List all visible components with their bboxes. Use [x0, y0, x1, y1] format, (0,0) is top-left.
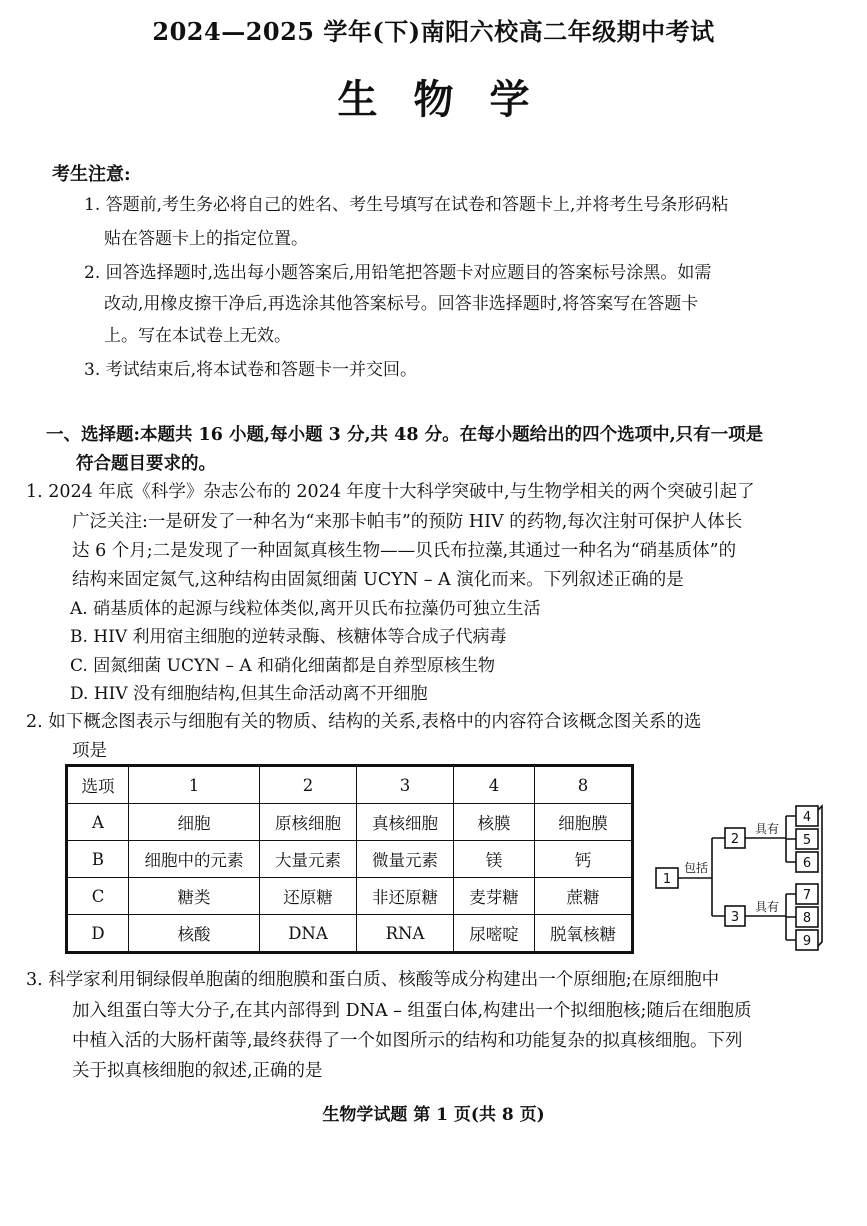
q3-stem-line: 中植入活的大肠杆菌等,最终获得了一个如图所示的结构和功能复杂的拟真核细胞。下列 [72, 1031, 743, 1051]
q3-stem-line: 3. 科学家利用铜绿假单胞菌的细胞膜和蛋白质、核酸等成分构建出一个原细胞;在原细胞中 [26, 970, 720, 990]
notice-line: 改动,用橡皮擦干净后,再选涂其他答案标号。回答非选择题时,将答案写在答题卡 [104, 294, 699, 314]
notice-heading: 考生注意: [52, 164, 131, 185]
table-header-row [67, 766, 633, 804]
table-cell: D [67, 915, 129, 953]
q1-option-b: B. HIV 利用宿主细胞的逆转录酶、核糖体等合成子代病毒 [70, 627, 507, 647]
subject-title: 生物学 [337, 76, 566, 123]
exam-title: 2024—2025 学年(下)南阳六校高二年级期中考试 [152, 17, 715, 46]
concept-node-9: 9 [802, 934, 812, 949]
concept-node-4: 4 [802, 810, 812, 825]
concept-node-8: 8 [802, 911, 812, 926]
concept-map-diagram [650, 796, 830, 956]
q3-stem-line: 关于拟真核细胞的叙述,正确的是 [72, 1061, 323, 1081]
table-cell: A [67, 804, 129, 841]
table-row [67, 841, 633, 878]
q1-stem-line: 广泛关注:一是研发了一种名为“来那卡帕韦”的预防 HIV 的药物,每次注射可保护人体长 [72, 512, 743, 532]
table-cell: 原核细胞 [260, 804, 357, 841]
table-header-cell: 1 [129, 766, 260, 804]
connector-1 [678, 838, 725, 916]
table-header-cell: 8 [535, 766, 633, 804]
section-heading-cont: 符合题目要求的。 [76, 454, 216, 474]
notice-line: 3. 考试结束后,将本试卷和答题卡一并交回。 [84, 360, 418, 380]
have-label-upper: 具有 [754, 822, 780, 836]
q1-stem-line: 结构来固定氮气,这种结构由固氮细菌 UCYN – A 演化而来。下列叙述正确的是 [72, 570, 684, 590]
table-cell: B [67, 841, 129, 878]
table-cell: 麦芽糖 [454, 878, 535, 915]
concept-node-1: 1 [662, 872, 672, 887]
table-cell: 核膜 [454, 804, 535, 841]
table-header-cell: 选项 [67, 766, 129, 804]
table-cell: 微量元素 [357, 841, 454, 878]
page-footer: 生物学试题 第 1 页(共 8 页) [322, 1105, 545, 1125]
have-label-lower: 具有 [754, 900, 780, 914]
table-cell: 真核细胞 [357, 804, 454, 841]
table-cell: 细胞膜 [535, 804, 633, 841]
table-cell: 钙 [535, 841, 633, 878]
include-label: 包括 [683, 861, 709, 875]
section-heading: 一、选择题:本题共 16 小题,每小题 3 分,共 48 分。在每小题给出的四个选项中,只有一项是 [46, 425, 764, 445]
q1-option-a: A. 硝基质体的起源与线粒体类似,离开贝氏布拉藻仍可独立生活 [70, 599, 541, 619]
concept-node-3: 3 [730, 910, 740, 925]
q1-option-c: C. 固氮细菌 UCYN – A 和硝化细菌都是自养型原核生物 [70, 656, 496, 676]
table-cell: 核酸 [129, 915, 260, 953]
notice-line: 贴在答题卡上的指定位置。 [104, 229, 308, 249]
table-row [67, 878, 633, 915]
table-cell: DNA [260, 915, 357, 953]
notice-line: 2. 回答选择题时,选出每小题答案后,用铅笔把答题卡对应题目的答案标号涂黑。如需 [84, 263, 712, 283]
table-cell: 镁 [454, 841, 535, 878]
concept-node-7: 7 [802, 888, 812, 903]
q1-stem-line: 达 6 个月;二是发现了一种固氮真核生物——贝氏布拉藻,其通过一种名为“硝基质体”的 [72, 541, 737, 561]
q2-stem-line: 2. 如下概念图表示与细胞有关的物质、结构的关系,表格中的内容符合该概念图关系的选 [26, 712, 702, 732]
table-header-cell: 2 [260, 766, 357, 804]
concept-node-5: 5 [802, 833, 812, 848]
notice-line: 1. 答题前,考生务必将自己的姓名、考生号填写在试卷和答题卡上,并将考生号条形码粘 [84, 195, 729, 215]
table-header-cell: 4 [454, 766, 535, 804]
table-row [67, 804, 633, 841]
concept-node-6: 6 [802, 856, 812, 871]
q2-options-table [65, 764, 634, 954]
table-cell: 细胞 [129, 804, 260, 841]
q1-option-d: D. HIV 没有细胞结构,但其生命活动离不开细胞 [70, 684, 428, 704]
q1-stem-line: 1. 2024 年底《科学》杂志公布的 2024 年度十大科学突破中,与生物学相关的两个突破引起了 [26, 482, 755, 502]
table-cell: 非还原糖 [357, 878, 454, 915]
table-cell: 尿嘧啶 [454, 915, 535, 953]
table-cell: 蔗糖 [535, 878, 633, 915]
notice-line: 上。写在本试卷上无效。 [104, 326, 291, 346]
table-cell: 还原糖 [260, 878, 357, 915]
table-cell: 大量元素 [260, 841, 357, 878]
q2-stem-line: 项是 [72, 741, 107, 761]
q3-stem-line: 加入组蛋白等大分子,在其内部得到 DNA – 组蛋白体,构建出一个拟细胞核;随后在细胞质 [72, 1001, 752, 1021]
table-cell: 糖类 [129, 878, 260, 915]
table-cell: 脱氧核糖 [535, 915, 633, 953]
table-row [67, 915, 633, 953]
table-header-cell: 3 [357, 766, 454, 804]
table-cell: 细胞中的元素 [129, 841, 260, 878]
table-cell: C [67, 878, 129, 915]
table-cell: RNA [357, 915, 454, 953]
concept-node-2: 2 [730, 832, 740, 847]
